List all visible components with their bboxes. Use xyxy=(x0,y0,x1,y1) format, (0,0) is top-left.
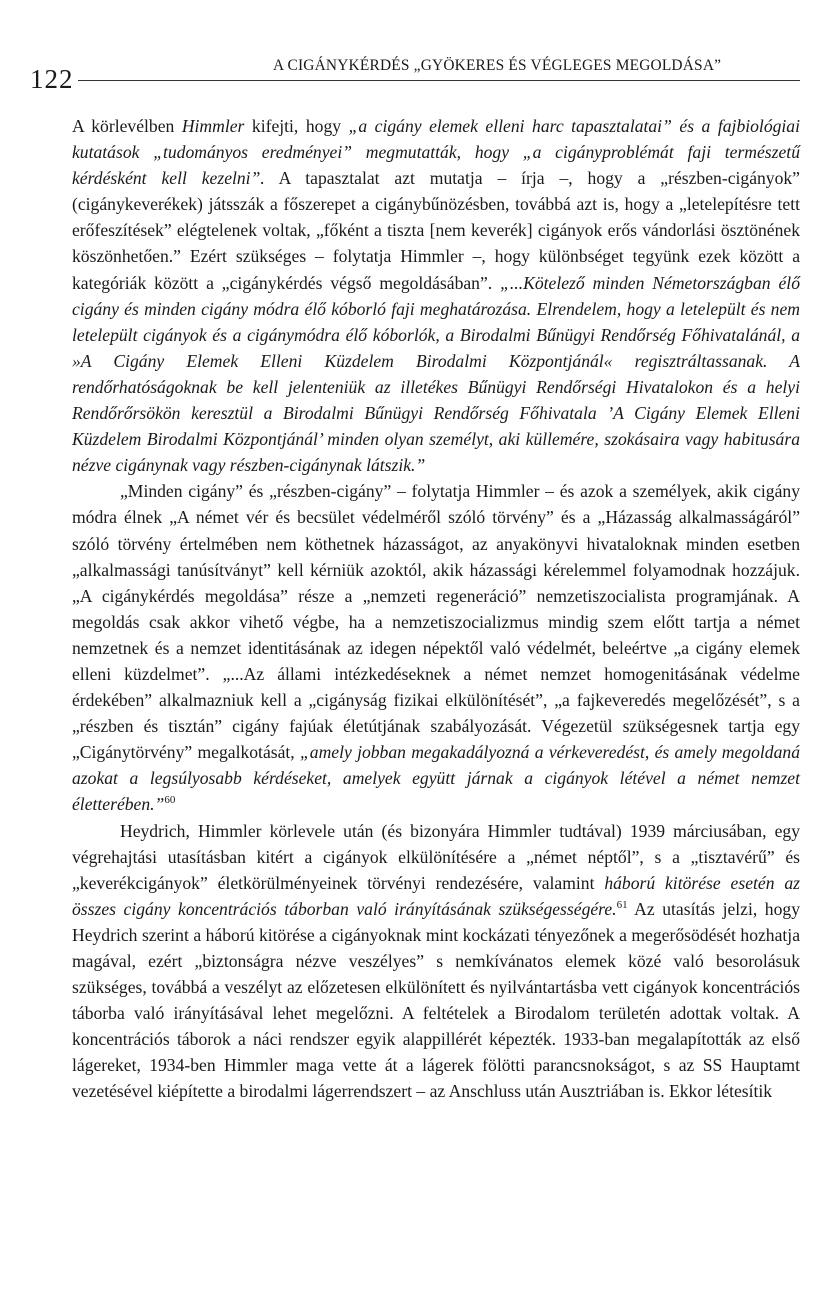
running-header: A CIGÁNYKÉRDÉS „GYÖKERES ÉS VÉGLEGES MEGOLDÁSA” xyxy=(273,57,722,74)
italic-run: „a cigány elemek elleni harc tapasztalatai” és a fajbiológiai kutatások „tudományos eredményei” megmutatták, hogy „a cigányproblémát faji természetű kérdésként kell kezelni”. xyxy=(72,116,800,189)
text-run: A tapasztalat azt mutatja – írja –, hogy a „részben-cigányok” (cigánykeverékek) játsszák a főszerepet a cigánybűnözésben, továbbá azt is, hogy a „letelepítésre tett erőfeszítések” elégtelenek voltak, „főként a tiszta [nem keverék] cigányok erős vándorlási ösztönének köszönhetően.” Ezért szükséges – folytatja Himmler –, hogy különbséget tegyünk ezek között a kategóriák között a „cigánykérdés végső megoldásában”. xyxy=(72,168,800,293)
body-text xyxy=(72,113,800,1105)
page-number: 122 xyxy=(30,64,74,94)
text-run: „Minden cigány” és „részben-cigány” – folytatja Himmler – és azok a személyek, akik cigány módra élnek „A német vér és becsület védelméről szóló törvény” és a „Házasság alkalmasságáról” szóló törvény értelmében nem köthetnek házasságot, az anyakönyvi hivataloknak minden esetben „alkalmassági tanúsítványt” kell kérniük azoktól, akik házassági kérelemmel folyamodnak hozzájuk. „A cigánykérdés megoldása” része a „nemzeti regeneráció” nemzetiszocialista programjának. A megoldás csak akkor vihető végbe, ha a nemzetiszocializmus mindig szem előtt tartja a német nemzetnek és a nemzet identitásának az idegen népektől való védelmét, beleértve „a cigány elemek elleni küzdelmet”. „...Az állami intézkedéseknek a német nemzet homogenitásának védelme érdekében” alkalmazniuk kell a „cigányság fizikai elkülönítését”, „a fajkeveredés megelőzését”, s a „részben és tisztán” cigány fajúak életútjának szabályozását. Végezetül szükségesnek tartja egy „Cigánytörvény” megalkotását, xyxy=(72,481,800,763)
paragraph xyxy=(72,478,800,817)
header-rule xyxy=(78,80,800,81)
italic-run: „...Kötelező minden Németországban élő cigány és minden cigány módra élő kóborló faji meghatározása. Elrendelem, hogy a letelepült és nem letelepült cigányok és a cigánymódra élő kóborlók, a Birodalmi Bűnügyi Rendőrség Főhivatalánál, a »A Cigány Elemek Elleni Küzdelem Birodalmi Központjánál« regisztráltassanak. A rendőrhatóságoknak be kell jelenteniük az illetékes Bűnügyi Rendőrségi Hivatalokon és a helyi Rendőrőrsökön keresztül a Birodalmi Bűnügyi Rendőrség Főhivatala ’A Cigány Elemek Elleni Küzdelem Birodalmi Központjánál’ minden olyan személyt, aki küllemére, szokásaira vagy habitusára nézve cigánynak vagy részben-cigánynak látszik.” xyxy=(72,272,800,476)
text-run: Az utasítás jelzi, hogy Heydrich szerint a háború kitörése a cigányoknak mint kockázati tényezőnek a megerősödését hozhatja magával, ezért „biztonságra nézve veszélyes” s nemkívánatos elemek közé való besorolásuk szükséges, továbbá a veszélyt az előzetesen elkülönített és nyilvántartásba vett cigányok koncentrációs táborba való irányításával lehet megelőzni. A feltételek a Birodalom területén adottak voltak. A koncentrációs táborok a náci rendszer egyik alappillérét képezték. 1933-ban megalapították az első lágereket, 1934-ben Himmler maga vette át a lágerek fölötti parancsnokságot, s az SS Hauptamt vezetésével kiépítette a birodalmi lágerrendszert – az Anschluss után Ausztriában is. Ekkor létesítik xyxy=(72,898,800,1102)
italic-run: „amely jobban megakadályozná a vérkeveredést, és amely megoldaná azokat a legsúlyosabb kérdéseket, amelyek együtt járnak a cigányok létével a német nemzet életterében.” xyxy=(72,742,800,815)
footnote-ref: 61 xyxy=(616,898,628,911)
text-run: Heydrich, Himmler körlevele után (és bizonyára Himmler tudtával) 1939 márciusában, egy végrehajtási utasításban kitért a cigányok elkülönítésére a „német néptől”, s a „tisztavérű” és „keverékcigányok” életkörülményeinek törvényi rendezésére, valamint xyxy=(72,820,800,893)
text-run: A körlevélben xyxy=(72,116,182,136)
italic-run: háború kitörése esetén az összes cigány koncentrációs táborban való irányításának szükségességére. xyxy=(72,872,800,919)
footnote-ref: 60 xyxy=(164,794,176,807)
paragraph xyxy=(72,818,800,1105)
italic-run: Himmler xyxy=(181,116,245,136)
text-run: kifejti, hogy xyxy=(244,116,349,136)
paragraph xyxy=(72,113,800,478)
